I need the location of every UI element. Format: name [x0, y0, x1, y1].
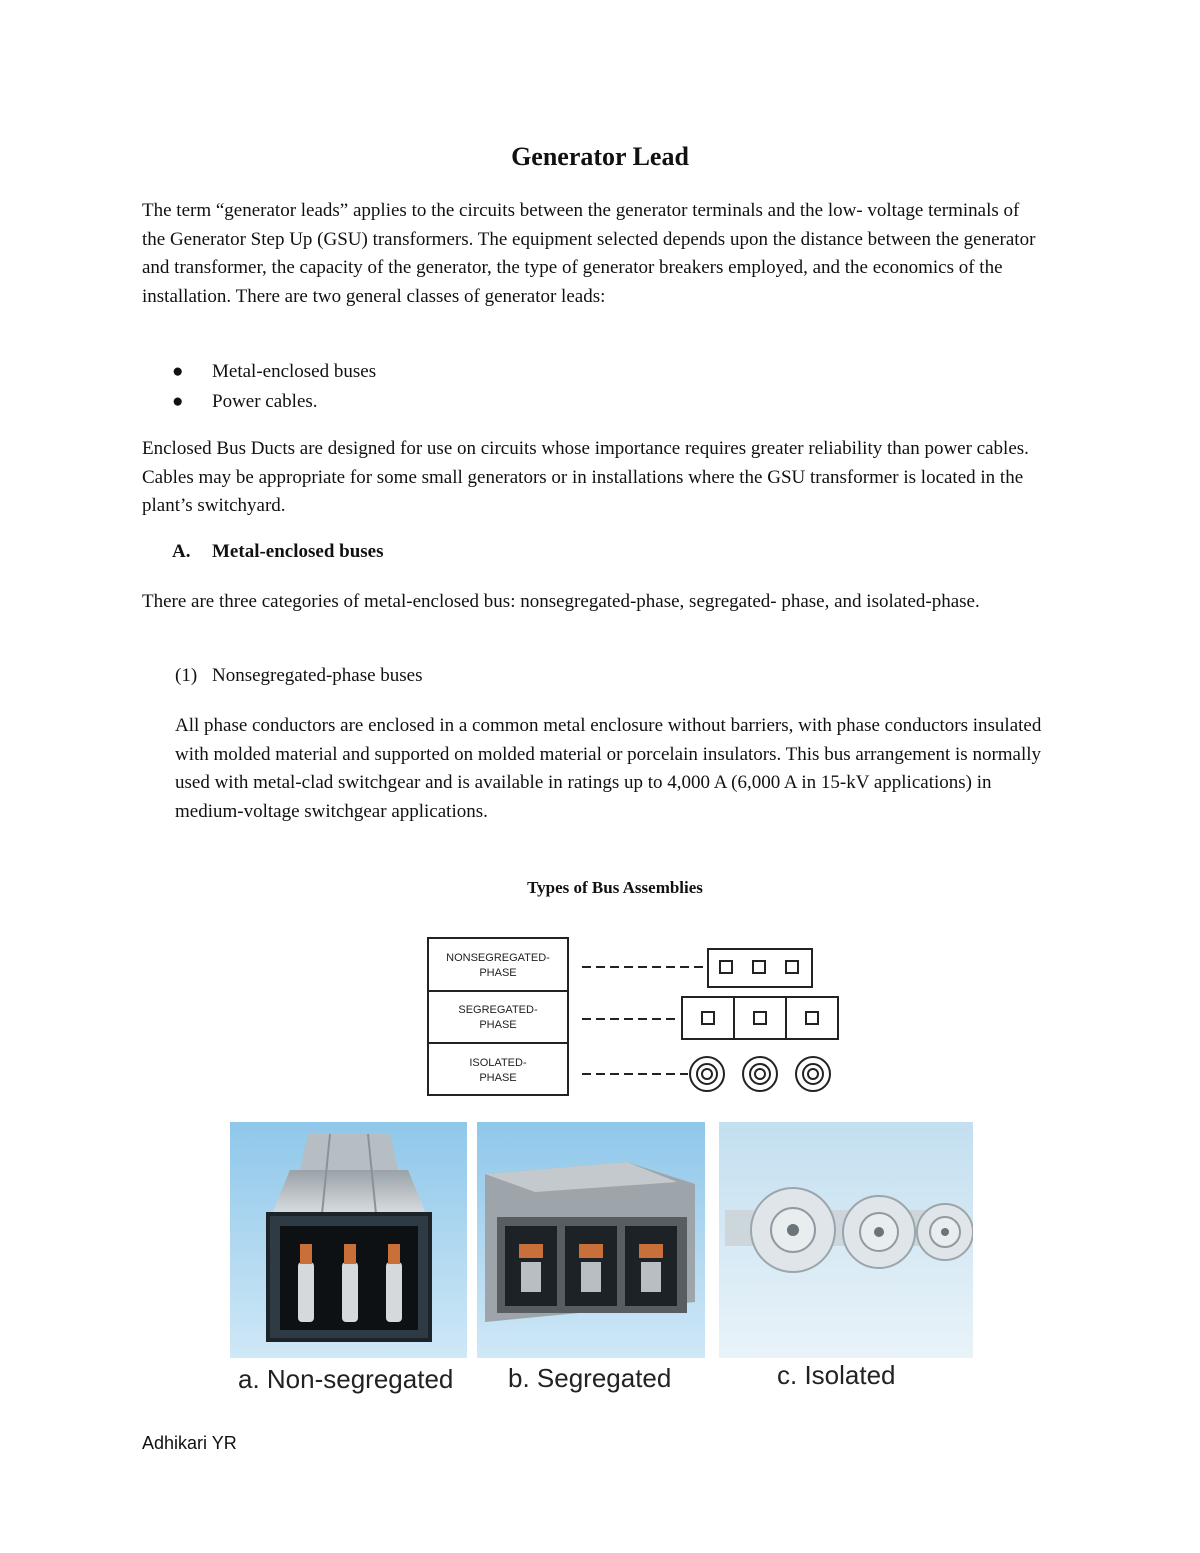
section-letter: A.: [172, 541, 191, 562]
enclosed-bus-paragraph: Enclosed Bus Ducts are designed for use on circuits whose importance requires greater reliability than power cables. Cables may be appropriate for some small generators or in installations where the GSU transformer is located in the plant’s switchyard.: [142, 438, 1029, 516]
list-item-label: Metal-enclosed buses: [212, 361, 377, 382]
page-title: Generator Lead: [511, 142, 689, 171]
generator-lead-classes-list: [172, 357, 376, 417]
footer-author: Adhikari YR: [142, 1433, 237, 1453]
nonsegregated-label-line2: PHASE: [479, 967, 517, 979]
list-item: [172, 387, 376, 417]
isolated-label-line2: PHASE: [479, 1072, 517, 1084]
segregated-label-line1: SEGREGATED-: [458, 1004, 538, 1016]
list-item-label: Power cables.: [212, 391, 318, 412]
section-heading-a: [172, 541, 384, 563]
subsection-heading-1: [175, 665, 423, 687]
intro-paragraph: The term “generator leads” applies to the circuits between the generator terminals and the low- voltage terminals of the Generator Step Up (GSU) transformers. The equipment selected depends upon the distance between the generator and transformer, the capacity of the generator, the type of generator breakers employed, and the economics of the installation. There are two general classes of generator leads:: [142, 200, 1036, 307]
subsection-number: (1): [175, 665, 198, 686]
isolated-symbol: [690, 1057, 830, 1091]
section-title: Metal-enclosed buses: [212, 541, 384, 562]
diagram-title: Types of Bus Assemblies: [527, 878, 703, 897]
bullet-icon: ●: [172, 361, 184, 382]
nonsegregated-bus-photo: [230, 1122, 467, 1358]
list-item: [172, 357, 376, 387]
bus-assemblies-diagram: [410, 860, 860, 1110]
segregated-symbol: [682, 997, 838, 1039]
nonsegregated-symbol: [708, 949, 812, 987]
isolated-bus-photo: [719, 1122, 973, 1358]
nonsegregated-label-line1: NONSEGREGATED-: [446, 952, 550, 964]
segregated-bus-photo: [477, 1122, 705, 1358]
caption-isolated: c. Isolated: [777, 1360, 896, 1390]
isolated-label-line1: ISOLATED-: [469, 1057, 527, 1069]
subsection-title: Nonsegregated-phase buses: [212, 665, 423, 686]
bullet-icon: ●: [172, 391, 184, 412]
nonsegregated-paragraph: All phase conductors are enclosed in a common metal enclosure without barriers, with phase conductors insulated with molded material and supported on molded material or porcelain insulators. This bus arrangement is normally used with metal-clad switchgear and is available in ratings up to 4,000 A (6,000 A in 15-kV applications) in medium-voltage switchgear applications.: [175, 715, 1042, 822]
caption-segregated: b. Segregated: [508, 1363, 672, 1393]
segregated-label-line2: PHASE: [479, 1019, 517, 1031]
caption-nonsegregated: a. Non-segregated: [238, 1364, 454, 1394]
categories-paragraph: There are three categories of metal-enclosed bus: nonsegregated-phase, segregated- phase, and isolated-phase.: [142, 591, 980, 612]
